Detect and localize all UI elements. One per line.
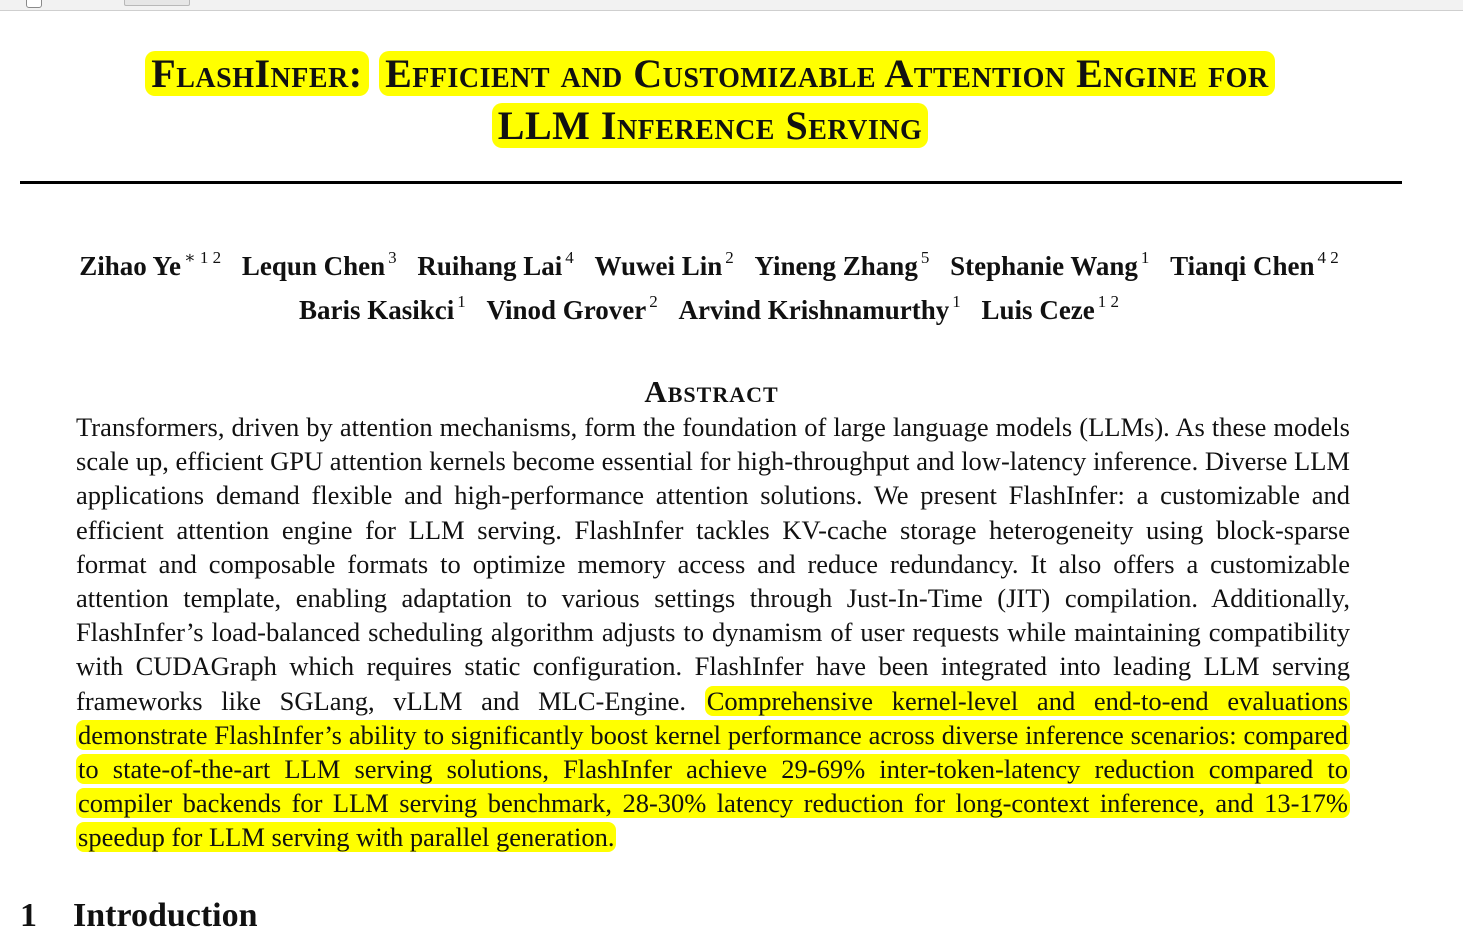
author-name: Yineng Zhang [754,251,918,281]
author-affiliation: ∗ 1 2 [184,248,222,267]
abstract-body [76,410,1350,855]
author-list [0,240,1418,328]
author [1170,240,1339,284]
author-affiliation: 4 2 [1317,248,1339,267]
author-name: Ruihang Lai [417,251,563,281]
author [950,240,1149,284]
section-title: Introduction [73,897,258,934]
abstract-text: Transformers, driven by attention mechanisms, form the foundation of large language models (LLMs). As these models scale up, efficient GPU attention kernels become essential for high-throughput and low-latency inference. Diverse LLM applications demand flexible and high-performance attention solutions. We present FlashInfer: a customizable and efficient attention engine for LLM serving. FlashInfer tackles KV-cache storage heterogeneity using block-sparse format and composable formats to optimize memory access and reduce redundancy. It also offers a customizable attention template, enabling adaptation to various settings through Just-In-Time (JIT) compilation. Additionally, FlashInfer’s load-balanced scheduling algorithm adjusts to dynamism of user requests while maintaining compatibility with CUDAGraph which requires static configuration. FlashInfer have been integrated into leading LLM serving frameworks like SGLang, vLLM and MLC-Engine. [76,412,1350,716]
author-affiliation: 3 [388,248,397,267]
author-name: Lequn Chen [241,251,386,281]
title-highlight-3: LLM Inference Serving [492,103,928,148]
author-name: Arvind Krishnamurthy [678,295,950,325]
author [678,284,960,328]
author-affiliation: 1 [952,292,961,311]
author-affiliation: 2 [649,292,658,311]
author-affiliation: 5 [920,248,930,267]
title-rule [20,181,1402,184]
author [242,240,397,284]
author [417,240,573,284]
toolbar-checkbox[interactable] [26,0,42,8]
author [486,284,657,328]
author [755,240,930,284]
author [982,284,1119,328]
author-name: Luis Ceze [981,295,1095,325]
toolbar-tab[interactable] [124,0,190,6]
author-name: Baris Kasikci [298,295,455,325]
title-highlight-1: FlashInfer: [145,51,368,96]
author-affiliation: 1 2 [1097,292,1120,311]
author-name: Zihao Ye [79,251,182,281]
author-name: Tianqi Chen [1170,251,1315,281]
paper-title [0,48,1420,152]
author-name: Wuwei Lin [594,251,723,281]
author [79,240,221,284]
section-number: 1 [20,897,37,934]
author-affiliation: 4 [565,248,574,267]
author-affiliation: 2 [725,248,734,267]
author-affiliation: 1 [1140,248,1150,267]
author-name: Stephanie Wang [950,251,1138,281]
viewer-toolbar-strip [0,0,1463,11]
title-highlight-2: Efficient and Customizable Attention Engine for [379,51,1275,96]
abstract-heading: Abstract [644,374,779,409]
abstract-highlight: Comprehensive kernel-level and end-to-end evaluations demonstrate FlashInfer’s ability to significantly boost kernel performance across diverse inference scenarios: compared to state-of-the-art LLM serving solutions, FlashInfer achieve 29-69% inter-token-latency reduction compared to compiler backends for LLM serving benchmark, 28-30% latency reduction for long-context inference, and 13-17% speedup for LLM serving with parallel generation. [78,685,1349,853]
author-affiliation: 1 [457,292,466,311]
author [594,240,733,284]
author-name: Vinod Grover [486,295,647,325]
section-heading [20,896,258,936]
author [299,284,466,328]
